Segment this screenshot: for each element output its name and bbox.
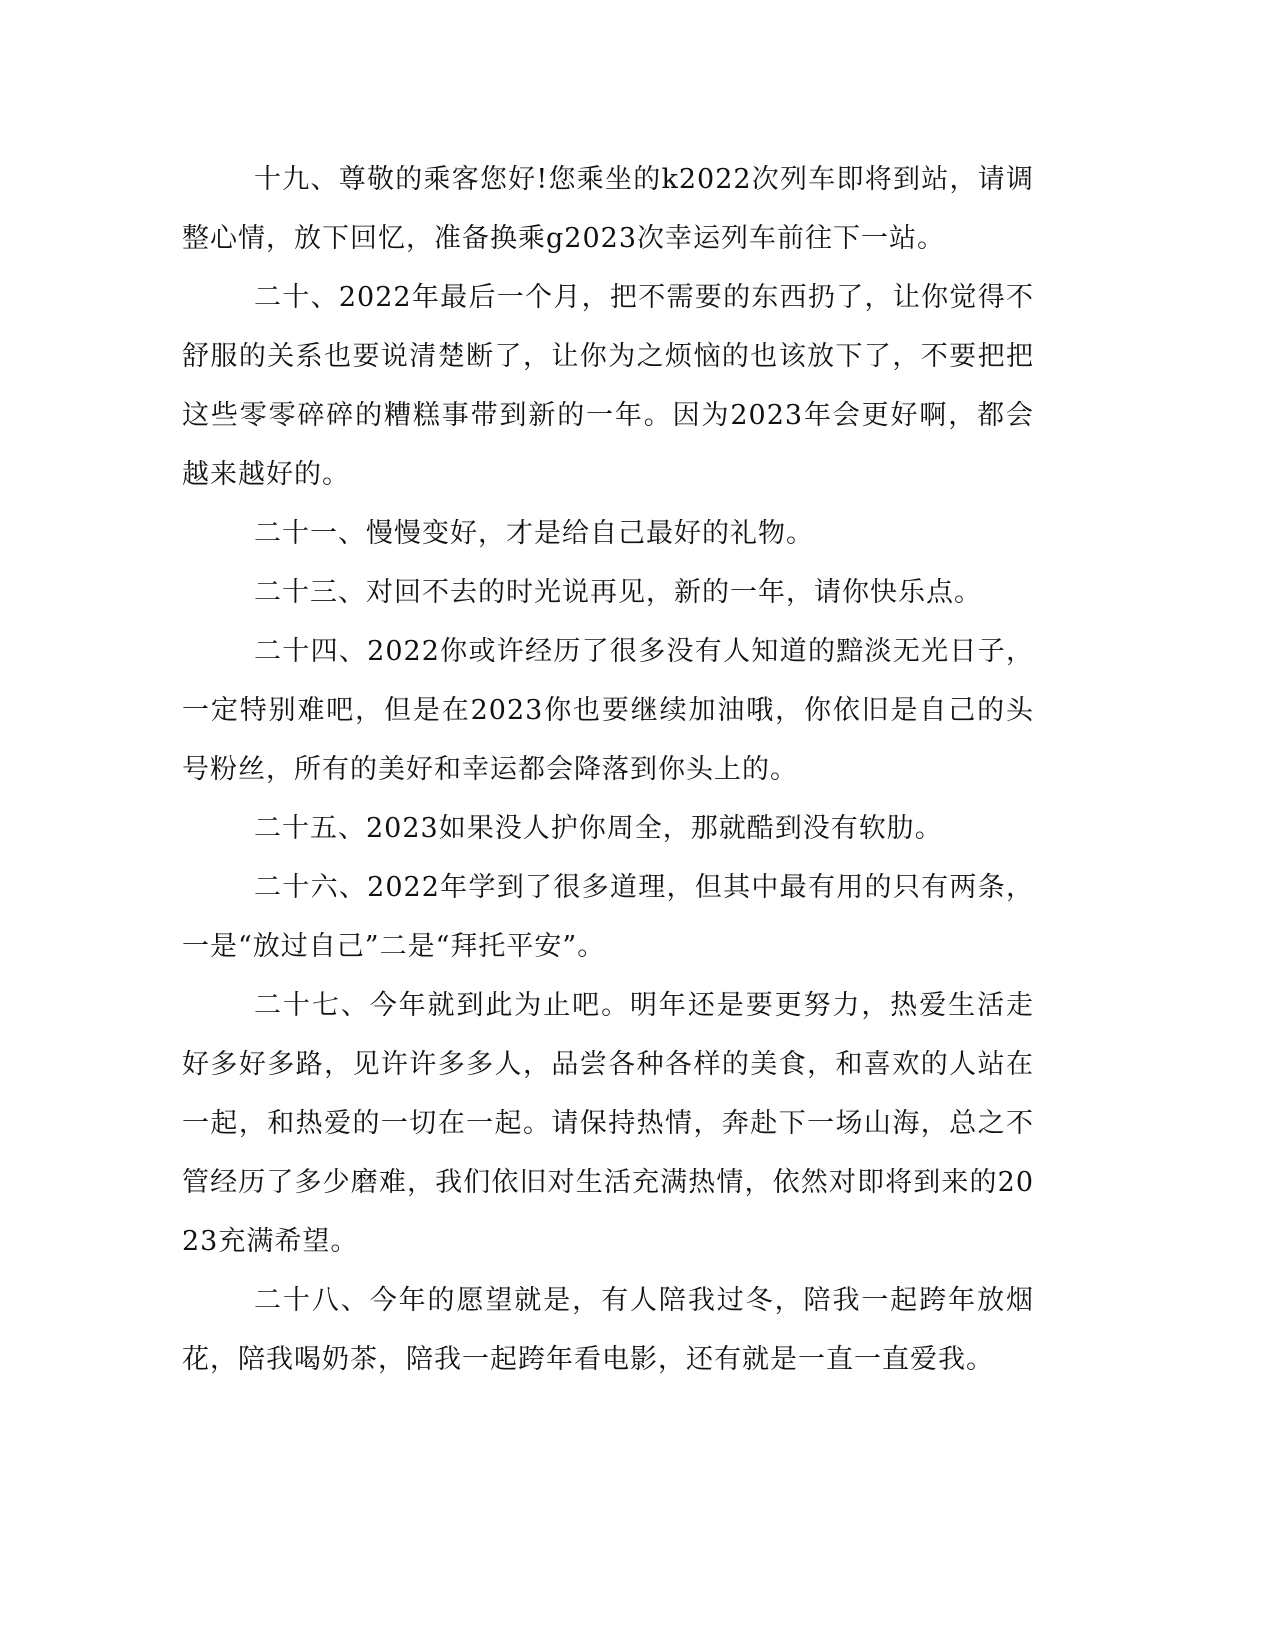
paragraph-19: 十九、尊敬的乘客您好!您乘坐的k2022次列车即将到站，请调整心情，放下回忆，准备换乘g2023次幸运列车前往下一站。 bbox=[182, 164, 1034, 254]
paragraph-26: 二十六、2022年学到了很多道理，但其中最有用的只有两条，一是“放过自己”二是“拜托平安”。 bbox=[182, 872, 1034, 962]
paragraph-20: 二十、2022年最后一个月，把不需要的东西扔了，让你觉得不舒服的关系也要说清楚断了，让你为之烦恼的也该放下了，不要把把这些零零碎碎的糟糕事带到新的一年。因为2023年会更好啊，都会越来越好的。 bbox=[182, 282, 1034, 490]
document-body bbox=[182, 150, 1034, 1389]
paragraph-24: 二十四、2022你或许经历了很多没有人知道的黯淡无光日子，一定特别难吧，但是在2023你也要继续加油哦，你依旧是自己的头号粉丝，所有的美好和幸运都会降落到你头上的。 bbox=[182, 636, 1034, 785]
paragraph-28: 二十八、今年的愿望就是，有人陪我过冬，陪我一起跨年放烟花，陪我喝奶茶，陪我一起跨年看电影，还有就是一直一直爱我。 bbox=[182, 1285, 1034, 1375]
paragraph-21: 二十一、慢慢变好，才是给自己最好的礼物。 bbox=[254, 518, 814, 549]
paragraph-23: 二十三、对回不去的时光说再见，新的一年，请你快乐点。 bbox=[254, 577, 982, 608]
paragraph-27: 二十七、今年就到此为止吧。明年还是要更努力，热爱生活走好多好多路，见许许多多人，品尝各种各样的美食，和喜欢的人站在一起，和热爱的一切在一起。请保持热情，奔赴下一场山海，总之不管经历了多少磨难，我们依旧对生活充满热情，依然对即将到来的2023充满希望。 bbox=[182, 990, 1034, 1257]
paragraph-25: 二十五、2023如果没人护你周全，那就酷到没有软肋。 bbox=[254, 813, 943, 844]
